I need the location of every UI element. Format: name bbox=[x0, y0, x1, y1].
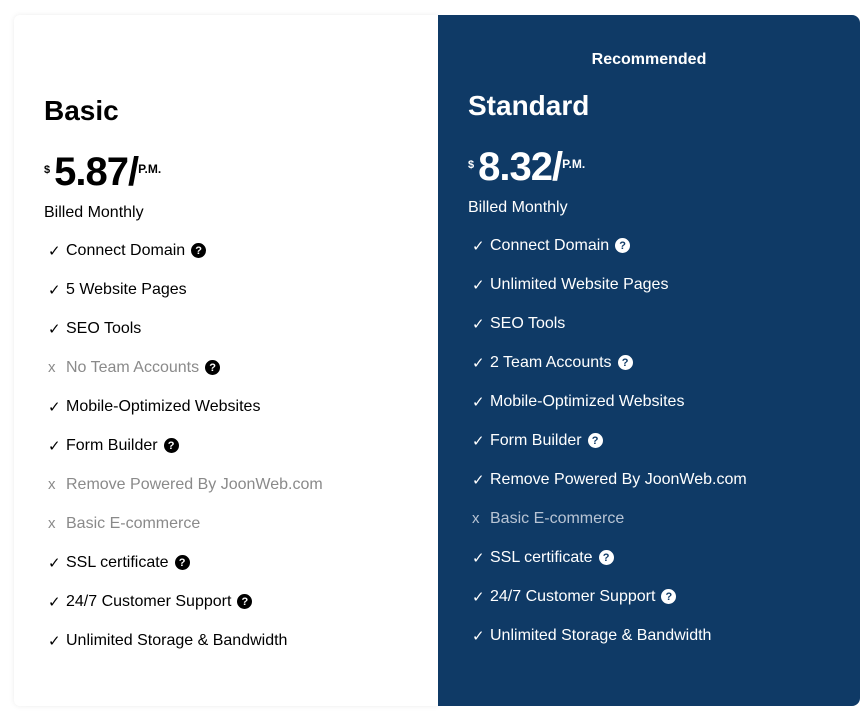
feature-label: 24/7 Customer Support bbox=[490, 588, 656, 605]
feature-item bbox=[472, 315, 747, 354]
feature-label: 5 Website Pages bbox=[66, 281, 187, 298]
feature-label: Mobile-Optimized Websites bbox=[66, 398, 261, 415]
feature-item bbox=[472, 237, 747, 276]
feature-item bbox=[48, 515, 323, 554]
feature-item bbox=[472, 432, 747, 471]
plan-price bbox=[44, 152, 161, 192]
feature-label: Connect Domain bbox=[490, 237, 610, 254]
billing-cycle: Billed Monthly bbox=[468, 199, 568, 216]
feature-label: No Team Accounts bbox=[66, 359, 200, 376]
feature-label: Basic E-commerce bbox=[66, 515, 201, 532]
check-icon: ✓ bbox=[48, 399, 61, 416]
check-icon: ✓ bbox=[472, 433, 485, 450]
feature-label: SEO Tools bbox=[490, 315, 566, 332]
feature-label: Mobile-Optimized Websites bbox=[490, 393, 685, 410]
plan-price bbox=[468, 147, 585, 187]
feature-item bbox=[48, 476, 323, 515]
feature-item bbox=[48, 320, 323, 359]
feature-label: Form Builder bbox=[66, 437, 158, 454]
feature-item bbox=[48, 632, 323, 671]
feature-label: Unlimited Website Pages bbox=[490, 276, 669, 293]
check-icon: ✓ bbox=[472, 550, 485, 567]
check-icon: ✓ bbox=[472, 238, 485, 255]
feature-item bbox=[48, 242, 323, 281]
help-icon[interactable]: ? bbox=[618, 355, 633, 370]
feature-item bbox=[472, 588, 747, 627]
help-icon[interactable]: ? bbox=[599, 550, 614, 565]
check-icon: ✓ bbox=[48, 321, 61, 338]
help-icon[interactable]: ? bbox=[615, 238, 630, 253]
feature-item bbox=[48, 398, 323, 437]
feature-list bbox=[48, 242, 323, 671]
feature-item bbox=[48, 593, 323, 632]
price-period: P.M. bbox=[138, 162, 162, 176]
x-icon: x bbox=[48, 359, 56, 376]
feature-label: Unlimited Storage & Bandwidth bbox=[66, 632, 288, 649]
help-icon[interactable]: ? bbox=[661, 589, 676, 604]
feature-item bbox=[472, 354, 747, 393]
plan-name: Standard bbox=[468, 90, 590, 121]
feature-label: Unlimited Storage & Bandwidth bbox=[490, 627, 712, 644]
feature-list bbox=[472, 237, 747, 666]
check-icon: ✓ bbox=[48, 282, 61, 299]
feature-label: 24/7 Customer Support bbox=[66, 593, 232, 610]
plan-card-standard bbox=[438, 15, 860, 706]
feature-label: Form Builder bbox=[490, 432, 582, 449]
feature-item bbox=[472, 627, 747, 666]
check-icon: ✓ bbox=[472, 394, 485, 411]
check-icon: ✓ bbox=[472, 589, 485, 606]
currency: $ bbox=[468, 159, 475, 171]
check-icon: ✓ bbox=[472, 472, 485, 489]
help-icon[interactable]: ? bbox=[205, 360, 220, 375]
feature-label: SEO Tools bbox=[66, 320, 142, 337]
x-icon: x bbox=[48, 515, 56, 532]
x-icon: x bbox=[48, 476, 56, 493]
feature-label: Remove Powered By JoonWeb.com bbox=[66, 476, 323, 493]
feature-item bbox=[48, 359, 323, 398]
check-icon: ✓ bbox=[48, 555, 61, 572]
feature-item bbox=[48, 554, 323, 593]
feature-label: SSL certificate bbox=[66, 554, 169, 571]
help-icon[interactable]: ? bbox=[191, 243, 206, 258]
plan-card-basic bbox=[14, 15, 438, 706]
check-icon: ✓ bbox=[48, 633, 61, 650]
feature-label: 2 Team Accounts bbox=[490, 354, 612, 371]
feature-label: Connect Domain bbox=[66, 242, 186, 259]
feature-item bbox=[472, 549, 747, 588]
check-icon: ✓ bbox=[472, 355, 485, 372]
currency: $ bbox=[44, 164, 51, 176]
feature-item bbox=[48, 437, 323, 476]
price-period: P.M. bbox=[562, 157, 586, 171]
feature-item bbox=[472, 393, 747, 432]
check-icon: ✓ bbox=[472, 316, 485, 333]
check-icon: ✓ bbox=[472, 628, 485, 645]
check-icon: ✓ bbox=[48, 243, 61, 260]
check-icon: ✓ bbox=[48, 594, 61, 611]
recommended-badge: Recommended bbox=[591, 51, 707, 68]
feature-item bbox=[472, 276, 747, 315]
feature-item bbox=[472, 510, 747, 549]
feature-item bbox=[48, 281, 323, 320]
billing-cycle: Billed Monthly bbox=[44, 204, 144, 221]
help-icon[interactable]: ? bbox=[164, 438, 179, 453]
feature-item bbox=[472, 471, 747, 510]
help-icon[interactable]: ? bbox=[175, 555, 190, 570]
feature-label: SSL certificate bbox=[490, 549, 593, 566]
price-amount: 5.87/ bbox=[54, 150, 139, 194]
check-icon: ✓ bbox=[472, 277, 485, 294]
x-icon: x bbox=[472, 510, 480, 527]
price-amount: 8.32/ bbox=[478, 145, 563, 189]
plan-name: Basic bbox=[44, 95, 119, 126]
help-icon[interactable]: ? bbox=[237, 594, 252, 609]
feature-label: Remove Powered By JoonWeb.com bbox=[490, 471, 747, 488]
feature-label: Basic E-commerce bbox=[490, 510, 625, 527]
check-icon: ✓ bbox=[48, 438, 61, 455]
help-icon[interactable]: ? bbox=[588, 433, 603, 448]
